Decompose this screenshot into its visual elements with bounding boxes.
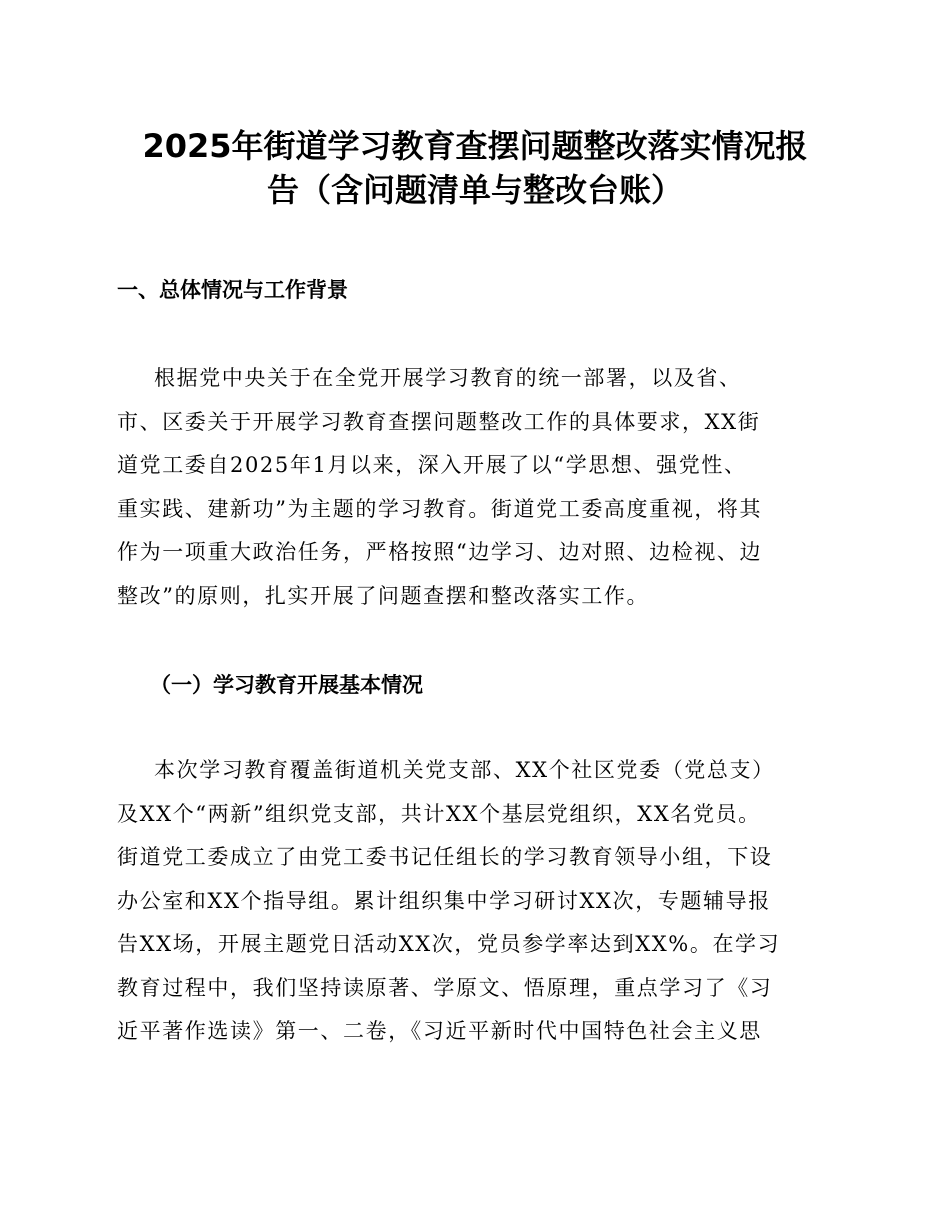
document-title-line-1: 2025年街道学习教育查摆问题整改落实情况报 [142,127,808,165]
document-title [110,124,840,212]
paragraph-line: 近平著作选读》第一、二卷，《习近平新时代中国特色社会主义思 [117,1019,762,1043]
subsection-heading-basic-situation: （一）学习教育开展基本情况 [150,672,423,697]
paragraph-line: 市、区委关于开展学习教育查摆问题整改工作的具体要求，XX街 [117,409,761,434]
paragraph-line: 街道党工委成立了由党工委书记任组长的学习教育领导小组，下设 [117,845,773,869]
paragraph-line: 教育过程中，我们坚持读原著、学原文、悟原理，重点学习了《习 [117,975,773,1000]
paragraph-line: 告XX场，开展主题党日活动XX次，党员参学率达到XX%。在学习 [117,932,781,956]
paragraph-line: 及XX个“两新”组织党支部，共计XX个基层党组织，XX名党员。 [117,801,761,826]
document-title-line-2: 告（含问题清单与整改台账） [266,171,683,209]
paragraph-line: 作为一项重大政治任务，严格按照“边学习、边对照、边检视、边 [117,540,763,564]
paragraph-line: 整改”的原则，扎实开展了问题查摆和整改落实工作。 [117,583,650,608]
paragraph-basic-situation [117,749,835,1054]
paragraph-line: 办公室和XX个指导组。累计组织集中学习研讨XX次，专题辅导报 [117,888,771,913]
paragraph-line: 本次学习教育覆盖街道机关党支部、XX个社区党委（党总支） [154,758,775,782]
paragraph-background [117,357,835,618]
paragraph-line: 重实践、建新功”为主题的学习教育。街道党工委高度重视，将其 [117,496,763,521]
section-heading-overview: 一、总体情况与工作背景 [117,278,348,302]
paragraph-line: 道党工委自2025年1月以来，深入开展了以“学思想、强党性、 [117,453,747,477]
paragraph-line: 根据党中央关于在全党开展学习教育的统一部署，以及省、 [154,366,742,390]
